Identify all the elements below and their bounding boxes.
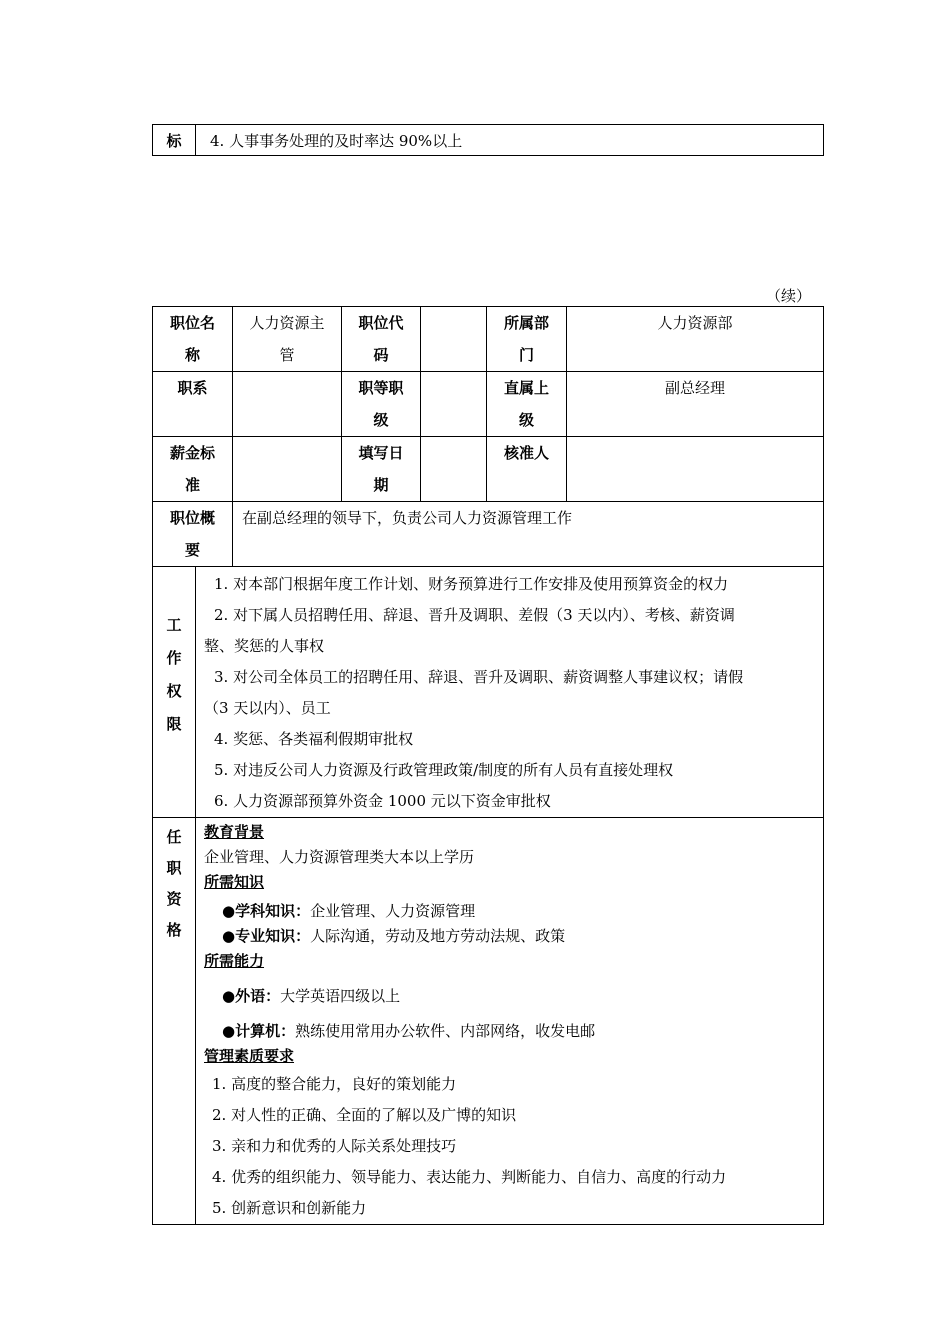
quality-item: 4. 优秀的组织能力、领导能力、表达能力、判断能力、自信力、高度的行动力 — [212, 1168, 727, 1186]
department-value: 人力资源部 — [567, 307, 824, 372]
approver-label: 核准人 — [487, 437, 567, 502]
authority-item: 5. 对违反公司人力资源及行政管理政策/制度的所有人员有直接处理权 — [214, 761, 674, 779]
quality-item: 5. 创新意识和创新能力 — [212, 1199, 367, 1217]
authority-item: 4. 奖惩、各类福利假期审批权 — [214, 730, 414, 748]
summary-value: 在副总经理的领导下，负责公司人力资源管理工作 — [233, 502, 824, 567]
education-text: 企业管理、人力资源管理类大本以上学历 — [204, 848, 475, 866]
salary-value — [233, 437, 342, 502]
job-grade-value — [421, 372, 487, 437]
authority-item: （3 天以内）、员工 — [204, 699, 331, 717]
knowledge-item: ●专业知识：人际沟通，劳动及地方劳动法规、政策 — [222, 927, 566, 945]
row-authority — [153, 567, 824, 818]
superior-label: 直属上 级 — [487, 372, 567, 437]
quality-item: 1. 高度的整合能力，良好的策划能力 — [212, 1075, 457, 1093]
authority-item: 整、奖惩的人事权 — [204, 637, 325, 655]
ability-heading: 所需能力 — [204, 952, 265, 970]
education-heading: 教育背景 — [204, 823, 265, 841]
job-name-label: 职位名 称 — [153, 307, 233, 372]
row-salary — [153, 437, 824, 502]
salary-label: 薪金标 准 — [153, 437, 233, 502]
job-description-table — [152, 306, 824, 1225]
authority-label: 工 作 权 限 — [153, 567, 196, 818]
knowledge-heading: 所需知识 — [204, 873, 265, 891]
authority-item: 1. 对本部门根据年度工作计划、财务预算进行工作安排及使用预算资金的权力 — [214, 575, 729, 593]
fill-date-value — [421, 437, 487, 502]
row-qualification — [153, 818, 824, 1225]
authority-list — [196, 567, 824, 818]
target-text: 4. 人事事务处理的及时率达 90%以上 — [196, 125, 824, 156]
summary-label: 职位概 要 — [153, 502, 233, 567]
fill-date-label: 填写日 期 — [342, 437, 421, 502]
authority-item: 3. 对公司全体员工的招聘任用、辞退、晋升及调职、薪资调整人事建议权；请假 — [214, 668, 744, 686]
knowledge-item: ●学科知识：企业管理、人力资源管理 — [222, 902, 476, 920]
qualification-content — [196, 818, 824, 1225]
previous-table-fragment — [152, 124, 824, 156]
quality-item: 3. 亲和力和优秀的人际关系处理技巧 — [212, 1137, 457, 1155]
job-code-value — [421, 307, 487, 372]
authority-item: 2. 对下属人员招聘任用、辞退、晋升及调职、差假（3 天以内）、考核、薪资调 — [214, 606, 735, 624]
row-summary — [153, 502, 824, 567]
job-series-label: 职系 — [153, 372, 233, 437]
job-name-value: 人力资源主 管 — [233, 307, 342, 372]
job-series-value — [233, 372, 342, 437]
approver-value — [567, 437, 824, 502]
job-code-label: 职位代 码 — [342, 307, 421, 372]
row-series — [153, 372, 824, 437]
continued-note: （续） — [766, 287, 812, 305]
row-job-name — [153, 307, 824, 372]
job-grade-label: 职等职 级 — [342, 372, 421, 437]
target-label: 标 — [153, 125, 196, 156]
superior-value: 副总经理 — [567, 372, 824, 437]
qualification-label: 任 职 资 格 — [153, 818, 196, 1225]
ability-item: ●计算机：熟练使用常用办公软件、内部网络，收发电邮 — [222, 1022, 596, 1040]
authority-item: 6. 人力资源部预算外资金 1000 元以下资金审批权 — [214, 792, 551, 810]
ability-item: ●外语：大学英语四级以上 — [222, 987, 401, 1005]
quality-heading: 管理素质要求 — [204, 1047, 295, 1065]
quality-item: 2. 对人性的正确、全面的了解以及广博的知识 — [212, 1106, 517, 1124]
department-label: 所属部 门 — [487, 307, 567, 372]
